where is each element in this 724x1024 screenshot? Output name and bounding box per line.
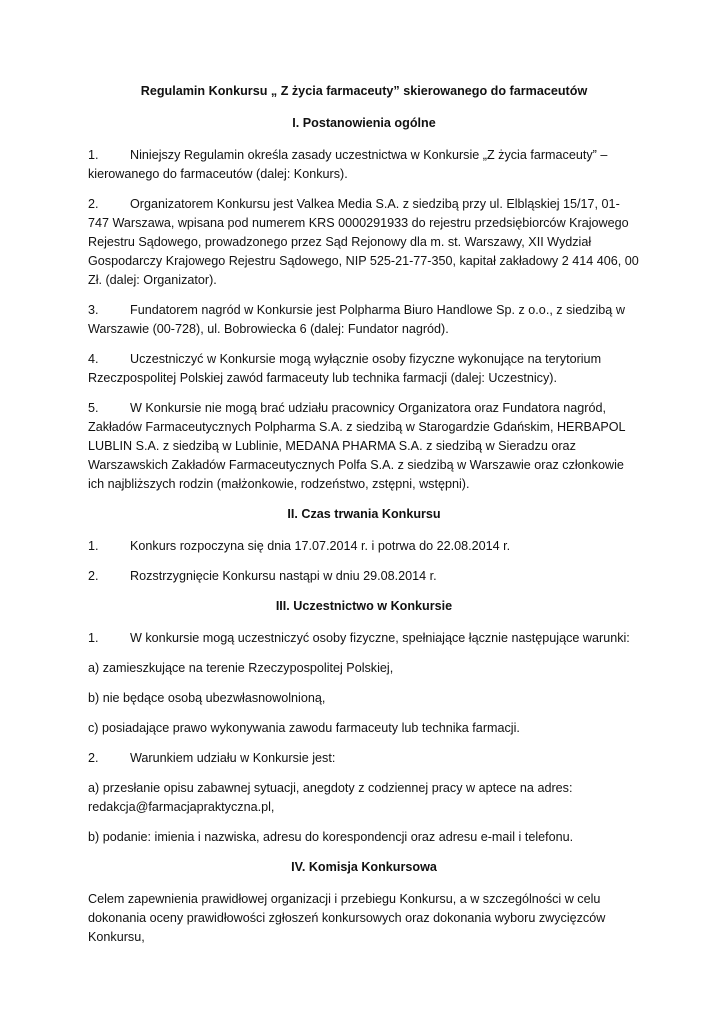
item-number: 1.	[88, 148, 99, 162]
item-number: 2.	[88, 569, 99, 583]
item-number: 3.	[88, 303, 99, 317]
document-title: Regulamin Konkursu „ Z życia farmaceuty” skierowanego do farmaceutów	[140, 84, 588, 98]
item-text: Warunkiem udziału w Konkursie jest:	[130, 751, 336, 765]
item-text: Organizatorem Konkursu jest Valkea Media S.A. z siedzibą przy ul. Elbląskiej 15/17, 01-747 Warszawa, wpisana pod numerem KRS 0000291933 do rejestru przedsiębiorców Krajowego Rejestru Sądowego, prowadzonego przez Sąd Rejonowy dla m. st. Warszawy, XII Wydział Gospodarczy Krajowego Rejestru Sądowego, NIP 525-21-77-350, kapitał zakładowy 2 414 406, 00 Zł. (dalej: Organizator).	[88, 197, 639, 287]
section-heading-4: IV. Komisja Konkursowa	[291, 860, 437, 874]
section-1-item-3	[88, 301, 640, 339]
requirement-a: a) przesłanie opisu zabawnej sytuacji, anegdoty z codziennej pracy w aptece na adres: redakcja@farmacjapraktyczna.pl,	[88, 781, 573, 814]
item-number: 4.	[88, 352, 99, 366]
item-number: 5.	[88, 401, 99, 415]
section-2-item-2	[88, 567, 640, 586]
item-text: Fundatorem nagród w Konkursie jest Polpharma Biuro Handlowe Sp. z o.o., z siedzibą w Warszawie (00-728), ul. Bobrowiecka 6 (dalej: Fundator nagród).	[88, 303, 625, 336]
item-number: 2.	[88, 197, 99, 211]
section-2-item-1	[88, 537, 640, 556]
item-text: Uczestniczyć w Konkursie mogą wyłącznie osoby fizyczne wykonujące na terytorium Rzeczpospolitej Polskiej zawód farmaceuty lub technika farmacji (dalej: Uczestnicy).	[88, 352, 602, 385]
section-3-item-2	[88, 749, 640, 768]
section-1-item-2	[88, 195, 640, 290]
item-text: Rozstrzygnięcie Konkursu nastąpi w dniu 29.08.2014 r.	[130, 569, 437, 583]
section-3-item-1	[88, 629, 640, 648]
item-text: W Konkursie nie mogą brać udziału pracownicy Organizatora oraz Fundatora nagród, Zakładów Farmaceutycznych Polpharma S.A. z siedzibą w Starogardzie Gdańskim, HERBAPOL LUBLIN S.A. z siedzibą w Lublinie, MEDANA PHARMA S.A. z siedzibą w Sieradzu oraz Warszawskich Zakładów Farmaceutycznych Polfa S.A. z siedzibą w Warszawie oraz członkowie ich najbliższych rodzin (małżonkowie, rodzeństwo, zstępni, wstępni).	[88, 401, 626, 491]
document-page	[88, 82, 640, 947]
section-heading-1: I. Postanowienia ogólne	[292, 116, 436, 130]
section-1-item-4	[88, 350, 640, 388]
item-text: Niniejszy Regulamin określa zasady uczestnictwa w Konkursie „Z życia farmaceuty” – kierowanego do farmaceutów (dalej: Konkurs).	[88, 148, 608, 181]
item-number: 2.	[88, 751, 99, 765]
condition-a: a) zamieszkujące na terenie Rzeczypospolitej Polskiej,	[88, 661, 394, 675]
condition-b: b) nie będące osobą ubezwłasnowolnioną,	[88, 691, 326, 705]
section-heading-3: III. Uczestnictwo w Konkursie	[275, 599, 453, 613]
section-4-intro: Celem zapewnienia prawidłowej organizacji i przebiegu Konkursu, a w szczególności w celu dokonania oceny prawidłowości zgłoszeń konkursowych oraz dokonania wyboru zwycięzców Konkursu,	[88, 892, 606, 944]
item-text: W konkursie mogą uczestniczyć osoby fizyczne, spełniające łącznie następujące warunki:	[130, 631, 630, 645]
section-heading-2: II. Czas trwania Konkursu	[287, 507, 441, 521]
item-number: 1.	[88, 539, 99, 553]
item-number: 1.	[88, 631, 99, 645]
section-1-item-5	[88, 399, 640, 494]
item-text: Konkurs rozpoczyna się dnia 17.07.2014 r. i potrwa do 22.08.2014 r.	[130, 539, 511, 553]
condition-c: c) posiadające prawo wykonywania zawodu farmaceuty lub technika farmacji.	[88, 721, 520, 735]
section-1-item-1	[88, 146, 640, 184]
requirement-b: b) podanie: imienia i nazwiska, adresu do korespondencji oraz adresu e-mail i telefonu.	[88, 830, 574, 844]
